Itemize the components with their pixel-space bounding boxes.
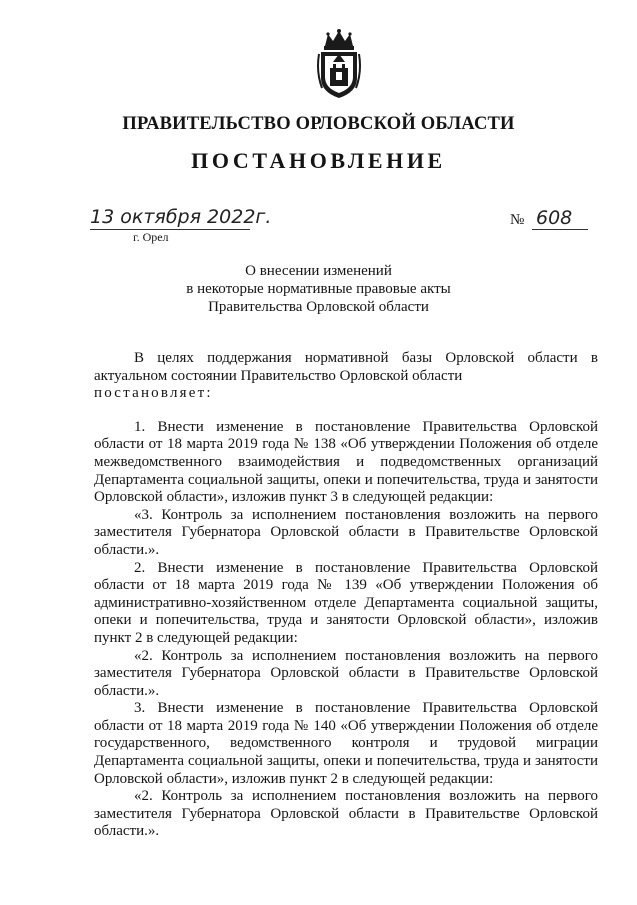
city-label: г. Орел <box>133 230 169 244</box>
subject-line: в некоторые нормативные правовые акты <box>186 281 451 297</box>
quote-paragraph: «2. Контроль за исполнением постановления возложить на первого заместителя Губернатора Орловской области в Правительстве Орловской области.». <box>94 788 598 840</box>
preamble-paragraph: В целях поддержания нормативной базы Орловской области в актуальном состоянии Правительство Орловской области <box>94 350 598 384</box>
subject-line: О внесении изменений <box>245 263 392 279</box>
handwritten-date: 13 октября 2022г. <box>90 206 272 228</box>
coat-of-arms-emblem <box>316 28 362 100</box>
number-underline <box>532 229 588 230</box>
document-type-title: ПОСТАНОВЛЕНИЕ <box>191 148 446 173</box>
document-subject <box>0 262 637 316</box>
number-label: № <box>510 212 525 228</box>
resolves-word: постановляет: <box>94 385 213 402</box>
quote-paragraph: «2. Контроль за исполнением постановления возложить на первого заместителя Губернатора Орловской области в Правительстве Орловской области.». <box>94 647 598 699</box>
date-underline <box>90 229 250 230</box>
organization-title: ПРАВИТЕЛЬСТВО ОРЛОВСКОЙ ОБЛАСТИ <box>122 114 515 134</box>
item-paragraph: 1. Внести изменение в постановление Правительства Орловской области от 18 марта 2019 года № 138 «Об утверждении Положения об отделе межведомственного взаимодействия и подведомственных организаций Департамента социальной защиты, опеки и попечительства, труда и занятости Орловской области», изложив пункт 3 в следующей редакции: <box>94 418 598 506</box>
item-paragraph: 2. Внести изменение в постановление Правительства Орловской области от 18 марта 2019 года № 139 «Об утверждении Положения об административно-хозяйственном отделе Департамента социальной защиты, опеки и попечительства, труда и занятости Орловской области», изложив пункт 2 в следующей редакции: <box>94 559 598 646</box>
handwritten-number: 608 <box>536 207 573 229</box>
quote-paragraph: «3. Контроль за исполнением постановления возложить на первого заместителя Губернатора Орловской области в Правительстве Орловской области.». <box>94 506 598 558</box>
item-paragraph: 3. Внести изменение в постановление Правительства Орловской области от 18 марта 2019 года № 140 «Об утверждении Положения об отделе государственного, ведомственного контроля и трудовой миграции Департамента социальной защиты, опеки и попечительства, труда и занятости Орловской области», изложив пункт 2 в следующей редакции: <box>94 700 598 787</box>
subject-line: Правительства Орловской области <box>208 299 429 315</box>
document-body <box>94 350 598 841</box>
